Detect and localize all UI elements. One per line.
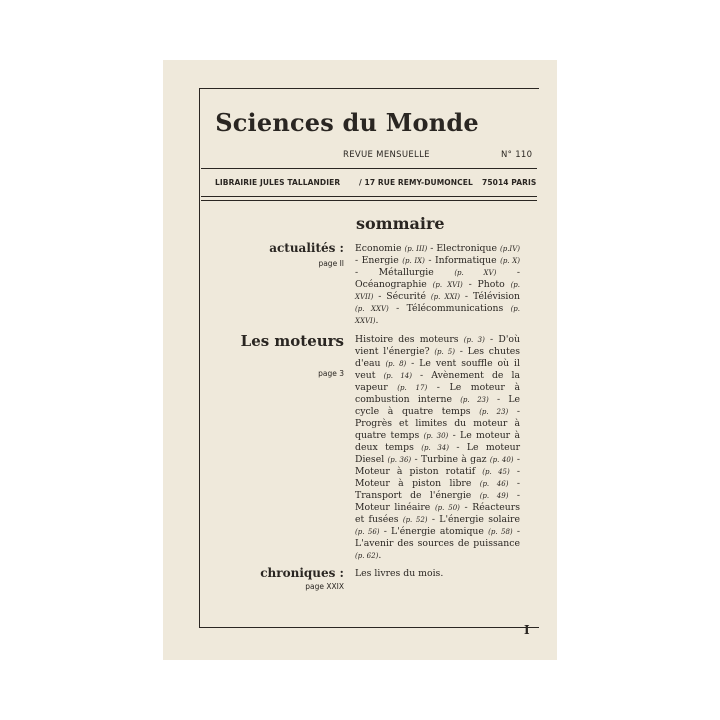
- issue-number: N° 110: [501, 150, 533, 160]
- magazine-title: Sciences du Monde: [215, 108, 479, 137]
- publisher-name: LIBRAIRIE JULES TALLANDIER: [215, 178, 341, 187]
- section-page-moteurs: page 3: [318, 369, 344, 378]
- contents-heading: sommaire: [356, 214, 445, 233]
- magazine-page: [163, 60, 557, 660]
- header-rule-bottom-1: [201, 196, 537, 197]
- section-text-chroniques: Les livres du mois.: [355, 568, 444, 579]
- header-rule-bottom-2: [201, 200, 537, 201]
- publisher-address: / 17 RUE REMY-DUMONCEL: [359, 178, 473, 187]
- page-number: I: [524, 623, 530, 637]
- publisher-city: 75014 PARIS: [482, 178, 537, 187]
- section-rubric-actualites: actualités :: [269, 241, 344, 255]
- section-rubric-moteurs: Les moteurs: [240, 332, 344, 350]
- header-rule-top: [201, 168, 537, 169]
- section-rubric-chroniques: chroniques :: [260, 566, 344, 580]
- magazine-subtitle: REVUE MENSUELLE: [343, 150, 430, 160]
- section-text-moteurs: Histoire des moteurs (p. 3) - D'où vient l'énergie? (p. 5) - Les chutes d'eau (p. 8) - Le vent souffle où il veut (p. 14) - Avènement de la vapeur (p. 17) - Le moteur à combustion interne (p. 23) - Le cycle à quatre temps (p. 23) - Progrès et limites du moteur à quatre temps (p. 30) - Le moteur à deux temps (p. 34) - Le moteur Diesel (p. 36) - Turbine à gaz (p. 40) - Moteur à piston rotatif (p. 45) - Moteur à piston libre (p. 46) - Transport de l'énergie (p. 49) - Moteur linéaire (p. 50) - Réacteurs et fusées (p. 52) - L'énergie solaire (p. 56) - L'énergie atomique (p. 58) - L'avenir des sources de puissance (p. 62).: [355, 334, 521, 561]
- section-text-actualites: Economie (p. III) - Electronique (p.IV) - Energie (p. IX) - Informatique (p. X) - Métallurgie (p. XV) - Océanographie (p. XVI) - Photo (p. XVII) - Sécurité (p. XXI) - Télévision (p. XXV) - Télécommunications (p. XXVI).: [355, 243, 520, 326]
- section-page-actualites: page II: [318, 259, 344, 268]
- section-page-chroniques: page XXIX: [305, 582, 344, 591]
